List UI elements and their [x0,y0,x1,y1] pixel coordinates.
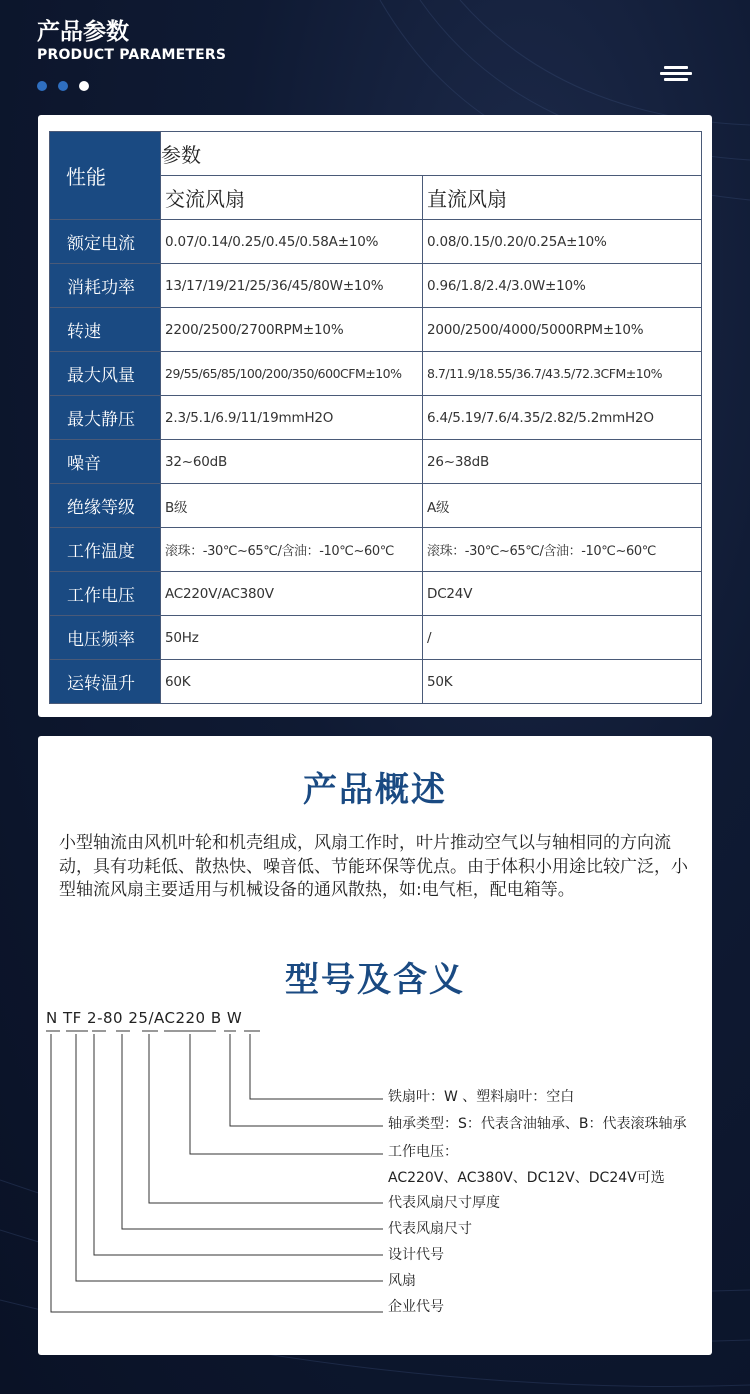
row-label: 消耗功率 [50,264,161,308]
label-fan: 风扇 [388,1273,416,1289]
label-thickness: 代表风扇尺寸厚度 [388,1195,500,1211]
dc-value: 8.7/11.9/18.55/36.7/43.5/72.3CFM±10% [423,352,702,396]
dc-value: 6.4/5.19/7.6/4.35/2.82/5.2mmH2O [423,396,702,440]
dc-value: 50K [423,660,702,704]
ac-value: 60K [161,660,423,704]
label-bearing: 轴承类型：S：代表含油轴承、B：代表滚珠轴承 [388,1116,687,1132]
column-header-dc: 直流风扇 [423,176,702,220]
menu-icon[interactable] [660,66,692,82]
table-row [50,484,702,528]
overview-card [38,736,712,1355]
table-row [50,660,702,704]
model-diagram-lines [38,736,712,1355]
header-title-cn: 产品参数 [37,19,129,45]
parameters-table [49,131,702,704]
label-voltage-values: AC220V、AC380V、DC12V、DC24V可选 [388,1170,665,1186]
ac-value: 32~60dB [161,440,423,484]
row-label: 运转温升 [50,660,161,704]
dc-value: 0.96/1.8/2.4/3.0W±10% [423,264,702,308]
parameters-card [38,115,712,717]
ac-value: B级 [161,484,423,528]
label-voltage-title: 工作电压： [388,1144,458,1160]
row-label: 转速 [50,308,161,352]
label-size: 代表风扇尺寸 [388,1221,472,1237]
ac-value: 29/55/65/85/100/200/350/600CFM±10% [161,352,423,396]
carousel-dot-2[interactable] [58,81,68,91]
row-label: 最大静压 [50,396,161,440]
page-header [37,18,226,64]
table-row [50,440,702,484]
ac-value: 2.3/5.1/6.9/11/19mmH2O [161,396,423,440]
dc-value: DC24V [423,572,702,616]
label-company: 企业代号 [388,1299,444,1315]
model-title: 型号及含义 [285,960,465,1000]
corner-label: 性能 [50,132,161,220]
ac-value: AC220V/AC380V [161,572,423,616]
row-label: 工作电压 [50,572,161,616]
row-label: 最大风量 [50,352,161,396]
row-label: 额定电流 [50,220,161,264]
table-row [50,572,702,616]
dc-value: / [423,616,702,660]
row-label: 噪音 [50,440,161,484]
table-row [50,264,702,308]
overview-title: 产品概述 [303,770,447,810]
model-code: N TF 2-80 25/AC220 B W [46,1009,243,1027]
label-design: 设计代号 [388,1247,444,1263]
overview-text: 小型轴流由风机叶轮和机壳组成，风扇工作时，叶片推动空气以与轴相同的方向流动，具有功耗低、散热快、噪音低、节能环保等优点。由于体积小用途比较广泛，小型轴流风扇主要适用与机械设备的通风散热，如:电气柜，配电箱等。 [59,833,688,900]
column-header-ac: 交流风扇 [161,176,423,220]
table-row [50,308,702,352]
ac-value: 2200/2500/2700RPM±10% [161,308,423,352]
dc-value: 0.08/0.15/0.20/0.25A±10% [423,220,702,264]
table-row [50,220,702,264]
dc-value: 26~38dB [423,440,702,484]
row-label: 工作温度 [50,528,161,572]
dc-value: 2000/2500/4000/5000RPM±10% [423,308,702,352]
ac-value: 13/17/19/21/25/36/45/80W±10% [161,264,423,308]
table-row [50,616,702,660]
label-blade: 铁扇叶：W 、塑料扇叶：空白 [388,1089,575,1105]
group-header: 参数 [161,132,702,176]
carousel-dots [37,81,89,91]
dc-value: A级 [423,484,702,528]
row-label: 电压频率 [50,616,161,660]
ac-value: 0.07/0.14/0.25/0.45/0.58A±10% [161,220,423,264]
ac-value: 滚珠：-30℃~65℃/含油：-10℃~60℃ [161,528,423,572]
table-row [50,352,702,396]
table-row [50,396,702,440]
table-row [50,528,702,572]
row-label: 绝缘等级 [50,484,161,528]
carousel-dot-1[interactable] [37,81,47,91]
carousel-dot-3[interactable] [79,81,89,91]
dc-value: 滚珠：-30℃~65℃/含油：-10℃~60℃ [423,528,702,572]
header-title-en: PRODUCT PARAMETERS [37,47,227,63]
ac-value: 50Hz [161,616,423,660]
